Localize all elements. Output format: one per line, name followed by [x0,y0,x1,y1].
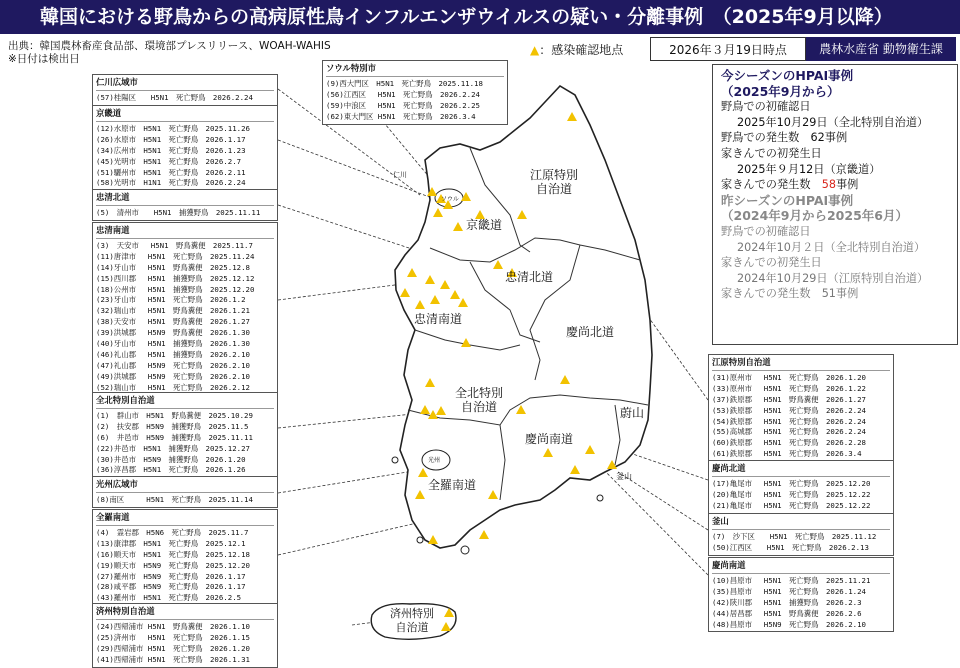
box-jeonbuk [92,392,278,478]
box-gyeonggi [92,105,278,191]
box-busan-title: 釜山 [712,516,890,530]
case-row: (16)順天市 H5N1 死亡野鳥 2025.12.18 [96,549,250,559]
triangle-marker-icon: ▲ [530,43,540,57]
poultry-first-label: 家きんでの初発生日 [721,146,822,160]
poultry-count-unit: 事例 [835,178,859,192]
case-row: (15)西川郡 H5N1 捕獲野鳥 2025.12.12 [96,273,255,283]
case-row: (39)洪城郡 H5N9 野鳥糞便 2026.1.30 [96,328,250,338]
case-row: (38)天安市 H5N1 野鳥糞便 2026.1.27 [96,317,250,327]
poultry-count [721,177,949,193]
case-row: (59)中浪区 H5N1 死亡野鳥 2026.2.25 [326,100,480,110]
case-row: (5) 清州市 H5N1 捕獲野鳥 2025.11.11 [96,207,261,217]
case-row: (48)昌原市 H5N9 死亡野鳥 2026.2.10 [712,619,866,629]
case-row: (33)原州市 H5N1 死亡野鳥 2026.1.22 [712,383,866,393]
last-poultry-first-value: 2024年10月29日（江原特別自治道） [737,271,929,285]
region-label-jeju-line1: 済州特別 [390,607,434,620]
legend-label: ：感染確認地点 [539,43,624,57]
case-row: (62)東大門区 H5N1 死亡野鳥 2026.3.4 [326,111,476,121]
case-row: (57)桂陽区 H5N1 死亡野鳥 2026.2.24 [96,92,253,102]
poultry-count-num: 58 [821,178,836,192]
region-label-jeonnam: 全羅南道 [428,478,477,492]
case-row: (20)亀尾市 H5N1 死亡野鳥 2025.12.22 [712,489,871,499]
region-label-gyeonggi: 京畿道 [466,218,503,232]
box-gyeonggi-title: 京畿道 [96,108,274,122]
wild-count-label: 野鳥での発生数 [721,131,800,145]
case-row: (52)瑞山市 H5N1 死亡野鳥 2026.2.12 [96,382,250,392]
case-row: (25)済州市 H5N1 死亡野鳥 2026.1.15 [96,632,250,642]
box-gyeongnam-title: 慶尚南道 [712,560,890,574]
case-row: (58)光明市 H1N1 死亡野鳥 2026.2.24 [96,178,246,188]
case-row: (19)順天市 H5N9 死亡野鳥 2025.12.20 [96,560,250,570]
island [417,537,423,543]
case-row: (2) 扶安郡 H5N9 捕獲野鳥 2025.11.5 [96,421,249,431]
box-gyeongnam [708,557,894,632]
case-row: (27)羅州市 H5N9 死亡野鳥 2026.1.17 [96,571,246,581]
wild-count [721,130,949,146]
last-poultry-count: 家きんでの発生数 51事例 [721,287,859,301]
source-line: 出典：韓国農林畜産食品部、環境部プレスリリース、WOAH-WAHIS [8,40,331,52]
current-season-title: 今シーズンのHPAI事例 [721,68,854,83]
case-row: (17)亀尾市 H5N1 死亡野鳥 2025.12.20 [712,478,871,488]
region-label-gangwon [530,168,578,196]
box-chungnam [92,222,278,396]
case-row: (44)居昌郡 H5N1 野鳥糞便 2026.2.6 [712,608,862,618]
island [461,546,469,554]
case-row: (29)西帰浦市 H5N1 死亡野鳥 2026.1.20 [96,643,250,653]
box-incheon-title: 仁川広域市 [96,77,274,91]
case-row: (26)水原市 H5N1 死亡野鳥 2026.1.17 [96,134,246,144]
region-label-ulsan: 蔚山 [620,406,645,420]
case-row: (45)光明市 H5N1 死亡野鳥 2026.2.7 [96,156,242,166]
region-label-jeju-line2: 自治道 [395,621,429,634]
region-label-jeonbuk-line2: 自治道 [461,400,498,414]
case-row: (50)江西区 H5N1 死亡野鳥 2026.2.13 [712,542,869,552]
case-row: (37)鉄原郡 H5N1 野鳥糞便 2026.1.27 [712,394,866,404]
last-poultry-first-label: 家きんでの初発生日 [721,256,822,270]
case-row: (13)康津郡 H5N1 死亡野鳥 2025.12.1 [96,538,246,548]
as-of-date: 2026年３月19日時点 [650,37,806,61]
case-row: (22)井邑市 H5N1 捕獲野鳥 2025.12.27 [96,443,250,453]
date-note: ※日付は検出日 [8,53,80,65]
case-row: (23)牙山市 H5N1 死亡野鳥 2026.1.2 [96,295,246,305]
case-row: (36)淳昌郡 H5N1 死亡野鳥 2026.1.26 [96,465,246,475]
region-label-chungnam: 忠清南道 [414,312,463,326]
case-row: (11)唐津市 H5N1 死亡野鳥 2025.11.24 [96,251,255,261]
page-title: 韓国における野鳥からの高病原性鳥インフルエンザウイルスの疑い・分離事例 （2025年9月以降） [0,0,960,34]
island [597,495,603,501]
region-label-gyeongnam: 慶尚南道 [525,432,574,446]
case-row: (3) 天安市 H5N1 野鳥糞便 2025.11.7 [96,240,253,250]
box-gwangju [92,476,278,508]
case-row: (43)羅州市 H5N1 死亡野鳥 2026.2.5 [96,593,242,603]
case-row: (41)西帰浦市 H5N1 死亡野鳥 2026.1.31 [96,654,250,664]
region-label-incheon: 仁川 [393,171,407,179]
wild-count-value: 62事例 [810,131,848,145]
box-jeju-title: 済州特別自治道 [96,606,274,620]
box-gangwon [708,354,894,462]
case-row: (53)鉄原郡 H5N1 死亡野鳥 2026.2.24 [712,405,866,415]
box-jeju [92,603,278,668]
last-wild-first-value: 2024年10月２日（全北特別自治道） [737,240,926,254]
region-label-seoul: ソウル [441,196,459,203]
case-row: (21)亀尾市 H5N1 死亡野鳥 2025.12.22 [712,500,871,510]
case-row: (4) 霊岩郡 H5N6 死亡野鳥 2025.11.7 [96,527,249,537]
island [392,457,398,463]
case-row: (56)江西区 H5N1 死亡野鳥 2026.2.24 [326,89,480,99]
last-wild-first-label: 野鳥での初確認日 [721,224,811,238]
case-row: (18)公州市 H5N1 捕獲野鳥 2025.12.20 [96,284,255,294]
wild-first-value: 2025年10月29日（全北特別自治道） [737,115,929,129]
department-label: 農林水産省 動物衛生課 [806,37,956,61]
case-row: (6) 井邑市 H5N9 捕獲野鳥 2025.11.11 [96,432,253,442]
box-incheon [92,74,278,106]
case-row: (47)礼山郡 H5N9 死亡野鳥 2026.2.10 [96,360,250,370]
box-gyeongbuk-title: 慶尚北道 [712,463,890,477]
region-label-gwangju: 光州 [428,457,441,464]
wild-first-label: 野鳥での初確認日 [721,100,811,114]
box-seoul [322,60,508,125]
box-jeonnam [92,509,278,606]
case-row: (1) 群山市 H5N1 野鳥糞便 2025.10.29 [96,410,253,420]
case-row: (51)驪州市 H5N1 死亡野鳥 2026.2.11 [96,167,246,177]
box-jeonnam-title: 全羅南道 [96,512,274,526]
region-label-jeonbuk-line1: 全北特別 [455,386,504,400]
case-row: (32)瑞山市 H5N1 野鳥糞便 2026.1.21 [96,306,250,316]
region-label-gangwon-line2: 自治道 [536,182,573,196]
current-season-period: （2025年9月から） [721,83,840,99]
case-row: (42)陝川郡 H5N1 捕獲野鳥 2026.2.3 [712,597,862,607]
case-row: (30)井邑市 H5N9 捕獲野鳥 2026.1.20 [96,454,246,464]
case-row: (14)牙山市 H5N1 野鳥糞便 2025.12.8 [96,262,250,272]
case-row: (54)鉄原郡 H5N1 死亡野鳥 2026.2.24 [712,416,866,426]
last-season-period: （2024年9月から2025年6月） [721,208,908,224]
case-row: (24)西帰浦市 H5N1 野鳥糞便 2026.1.10 [96,621,250,631]
case-row: (28)咸平郡 H5N9 死亡野鳥 2026.1.17 [96,582,246,592]
box-chungbuk-title: 忠清北道 [96,192,274,206]
case-row: (40)牙山市 H5N1 捕獲野鳥 2026.1.30 [96,339,250,349]
region-label-jeonbuk [455,386,503,414]
case-row: (8)南区 H5N1 死亡野鳥 2025.11.14 [96,494,253,504]
last-season-title: 昨シーズンのHPAI事例 [721,192,854,208]
case-row: (61)鉄原郡 H5N1 死亡野鳥 2026.3.4 [712,449,862,459]
poultry-count-label: 家きんでの発生数 [721,178,811,192]
region-label-busan: 釜山 [616,472,632,481]
box-jeonbuk-title: 全北特別自治道 [96,395,274,409]
hpai-summary [712,64,958,345]
case-row: (10)昌原市 H5N1 死亡野鳥 2025.11.21 [712,575,871,585]
case-row: (55)高城郡 H5N1 死亡野鳥 2026.2.24 [712,427,866,437]
case-row: (49)洪城郡 H5N9 死亡野鳥 2026.2.10 [96,371,250,381]
case-row: (31)原州市 H5N1 死亡野鳥 2026.1.20 [712,372,866,382]
case-row: (60)鉄原郡 H5N1 死亡野鳥 2026.2.28 [712,438,866,448]
box-gangwon-title: 江原特別自治道 [712,357,890,371]
box-gyeongbuk [708,460,894,514]
region-label-jeju [390,607,434,635]
box-chungbuk [92,189,278,221]
case-row: (9)西大門区 H5N1 死亡野鳥 2025.11.18 [326,78,483,88]
box-chungnam-title: 忠清南道 [96,225,274,239]
poultry-first-value: 2025年９月12日（京畿道） [737,162,881,176]
box-busan [708,513,894,556]
region-label-gangwon-line1: 江原特別 [530,168,579,182]
region-label-chungbuk: 忠清北道 [505,270,554,284]
case-row: (7) 沙下区 H5N1 死亡野鳥 2025.11.12 [712,531,877,541]
case-row: (35)昌原市 H5N1 死亡野鳥 2026.1.24 [712,586,866,596]
box-gwangju-title: 光州広域市 [96,479,274,493]
case-row: (12)水原市 H5N1 死亡野鳥 2025.11.26 [96,123,250,133]
case-row: (34)広州市 H5N1 死亡野鳥 2026.1.23 [96,145,246,155]
case-row: (46)礼山郡 H5N1 捕獲野鳥 2026.2.10 [96,349,250,359]
region-label-gyeongbuk: 慶尚北道 [566,325,615,339]
box-seoul-title: ソウル特別市 [326,63,504,77]
